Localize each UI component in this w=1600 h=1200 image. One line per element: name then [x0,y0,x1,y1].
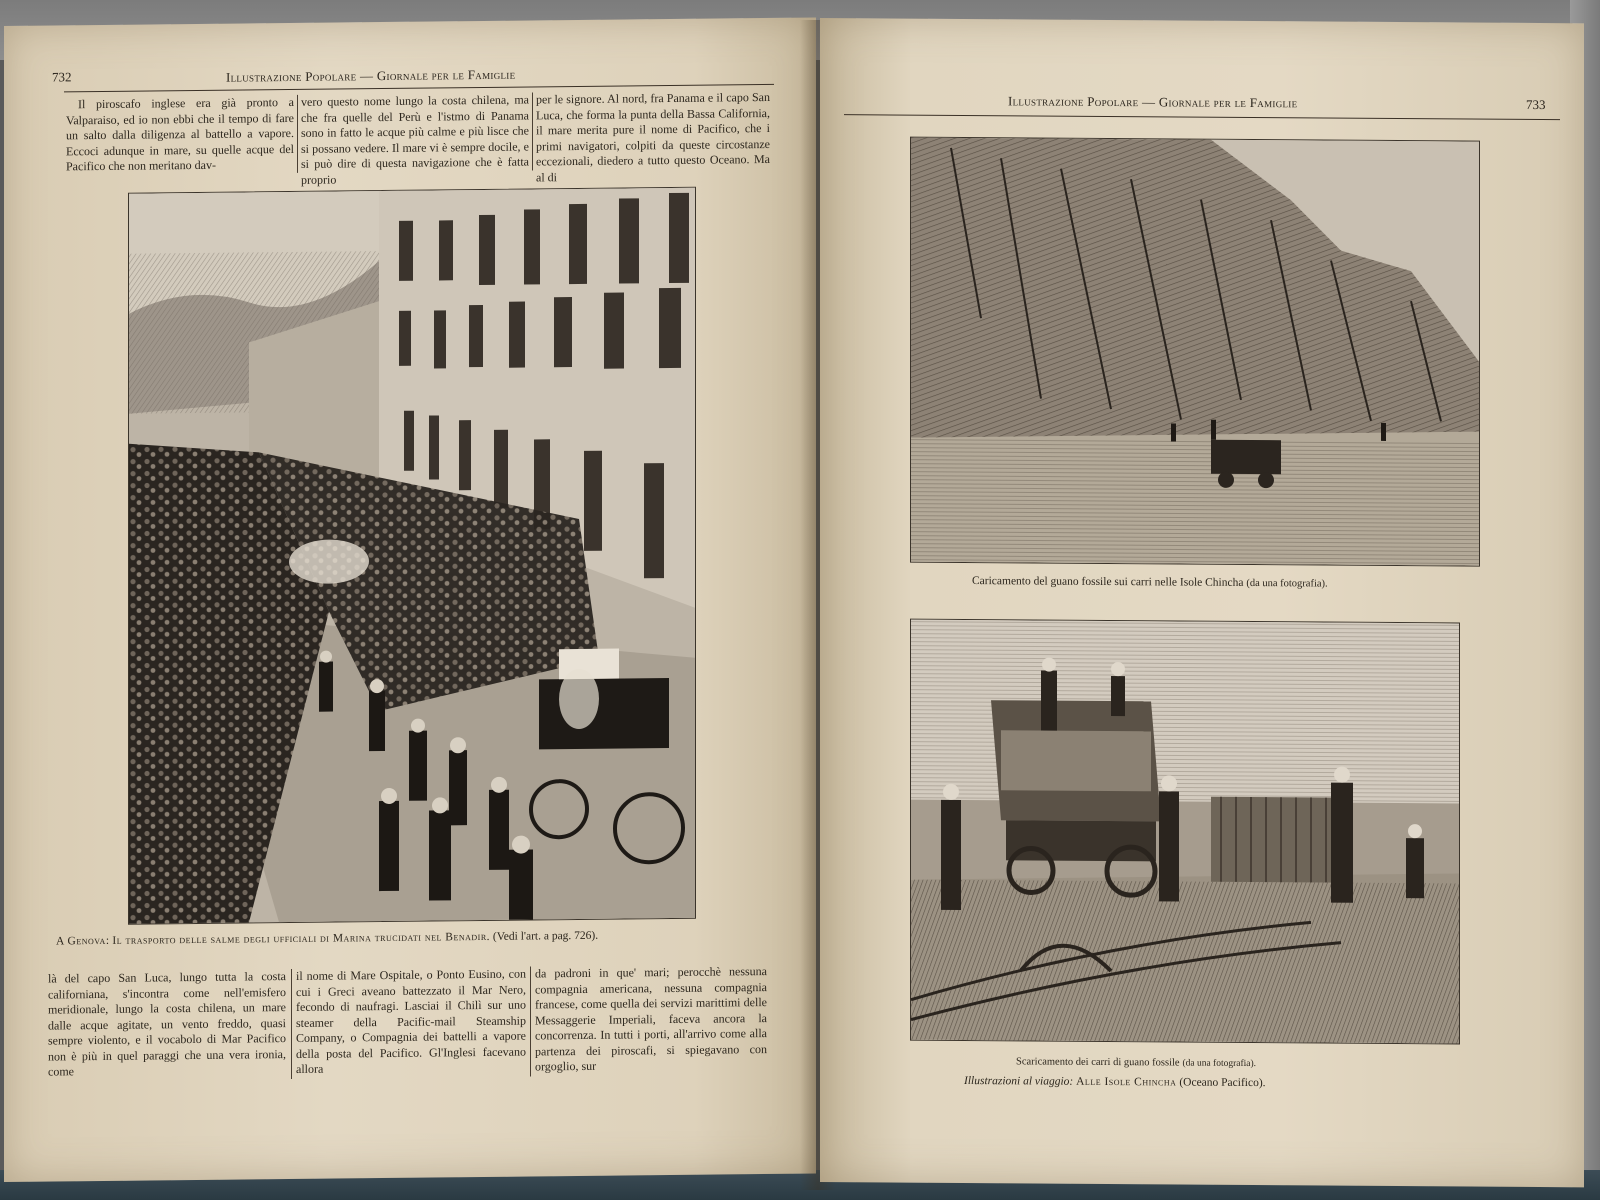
column-rule [291,969,292,1079]
right-header-rule [844,114,1560,120]
caption-place: A Genova: [56,934,110,948]
caption-main: Caricamento del guano fossile sui carri nelle Isole Chincha [972,575,1244,589]
left-header-subtitle: Giornale per le Famiglie [376,66,516,84]
caption-note: (da una fotografia). [1182,1058,1257,1070]
left-header-title: Illustrazione Popolare [226,68,357,85]
funeral-procession-photo [128,187,696,925]
caption-ref: (Vedi l'art. a pag. 726). [492,929,599,943]
guano-unloading-caption [1016,1055,1256,1069]
left-running-header [226,67,515,86]
right-header-subtitle: Giornale per le Famiglie [1158,94,1298,111]
left-top-column-2: vero questo nome lungo la costa chilena, ma che fra quelle del Perù e l'istmo di Panama sono in fatto le acque più calme e più lisce che si possano vedere. Il mare vi è sempre docile, e si può dire di questa navigazione che è fatta proprio [301,92,529,187]
series-caption-note: (Oceano Pacifico). [1179,1076,1266,1090]
guano-loading-caption [972,575,1328,589]
left-bottom-column-3: da padroni in que' mari; perocchè nessuna compagnia americana, nessuna compagnia francese, come quella dei servizi marittimi delle Messaggerie Imperiali, faceva ancora la concorrenza. In tutti i porti, all'arrivo come alla partenza dei piroscafi, si spiegavano con orgoglio, sur [535,964,767,1074]
caption-main: Scaricamento dei carri di guano fossile [1016,1056,1180,1069]
left-top-column-1: Il piroscafo inglese era già pronto a Valparaiso, ed io non ebbi che il tempo di fare un salto dalla diligenza al battello a vapore. Eccoci adunque in mare, su quelle acque del Pacifico che non meritano dav- [66,94,294,174]
left-bottom-column-2: il nome di Mare Ospitale, o Ponto Eusino, con cui i Greci aveano battezzato il Mar Nero, fecondo di naufragi. Lasciai il Chilì sur uno steamer della Pacific-mail Steamship Company, o Compagnia dei battelli a vapore della posta del Pacifico. Gl'Inglesi facevano allora [296,966,526,1076]
column-rule [532,92,533,170]
left-page-number: 732 [52,69,72,85]
series-caption-title: Alle Isole Chincha [1076,1075,1177,1089]
right-page [820,18,1584,1187]
right-header-sep: — [1141,94,1156,110]
funeral-figure-caption [56,930,598,948]
column-rule [530,966,531,1076]
left-header-sep: — [359,68,374,84]
left-top-column-3: per le signore. Al nord, fra Panama e il capo San Luca, che forma la punta della Bassa California, il mare merita pure il nome di Pacifico, che i primi navigatori, colpiti da queste circostanze eccezionali, diedero a tutto questo Oceano. Ma al di [536,89,770,184]
column-rule [297,95,298,173]
series-caption [964,1075,1266,1089]
guano-cliff-engraving [910,137,1480,567]
series-caption-lead: Illustrazioni al viaggio: [964,1075,1074,1088]
right-running-header [1008,93,1297,111]
guano-unloading-engraving [910,619,1460,1045]
right-page-number: 733 [1526,96,1546,113]
left-page [4,17,816,1182]
left-bottom-column-1: là del capo San Luca, lungo tutta la costa californiana, s'incontra come nell'emisfero meridionale, lungo la costa chilena, un mare dalle acque agitate, un vento freddo, quasi sempre violento, e il vocabolo di Mar Pacifico non è più in quel paraggi che una vera ironia, come [48,969,286,1079]
caption-note: (da una fotografia). [1246,577,1328,590]
caption-title: Il trasporto delle salme degli ufficiali di Marina trucidati nel Benadir. [112,930,491,947]
right-header-title: Illustrazione Popolare [1008,93,1139,110]
